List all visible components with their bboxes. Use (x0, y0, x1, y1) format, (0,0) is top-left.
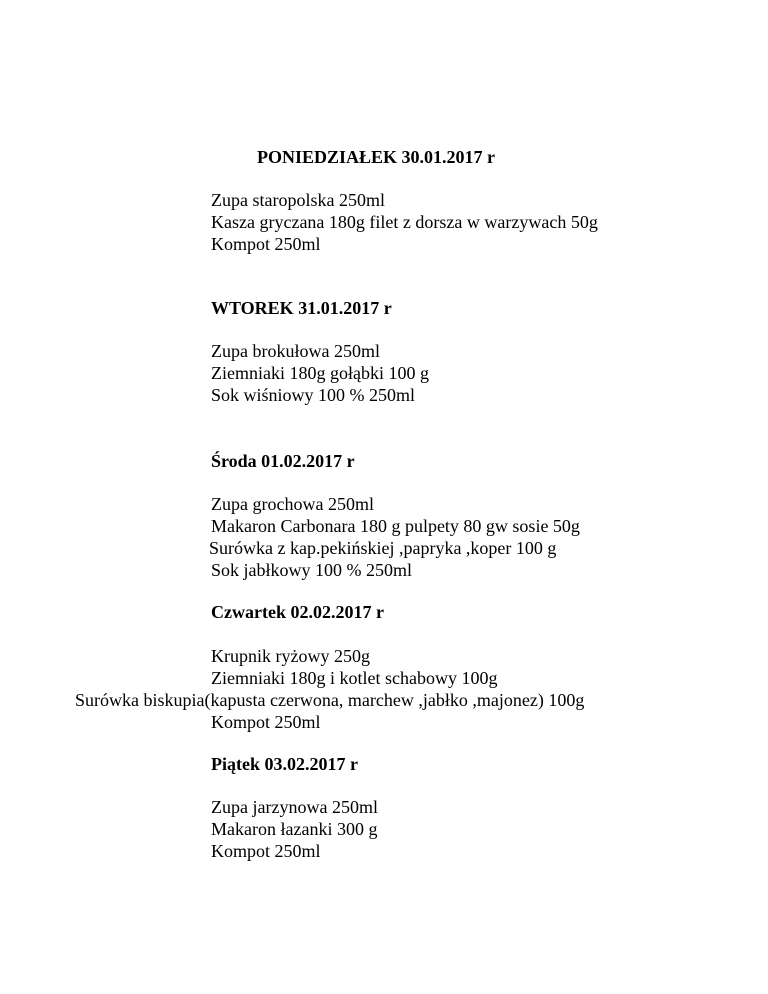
menu-item: Sok wiśniowy 100 % 250ml (211, 385, 416, 405)
menu-item: Kasza gryczana 180g filet z dorsza w warzywach 50g (211, 212, 598, 232)
menu-item: Zupa brokułowa 250ml (211, 341, 380, 361)
day-heading-monday: PONIEDZIAŁEK 30.01.2017 r (257, 147, 496, 167)
menu-item: Kompot 250ml (211, 712, 321, 732)
menu-item: Ziemniaki 180g i kotlet schabowy 100g (211, 668, 498, 688)
menu-item: Surówka z kap.pekińskiej ,papryka ,koper 100 g (209, 538, 557, 558)
menu-item: Surówka biskupia(kapusta czerwona, marchew ,jabłko ,majonez) 100g (75, 690, 585, 710)
menu-item: Zupa staropolska 250ml (211, 190, 385, 210)
menu-item: Ziemniaki 180g gołąbki 100 g (211, 363, 429, 383)
menu-item: Makaron łazanki 300 g (211, 819, 378, 839)
day-heading-thursday: Czwartek 02.02.2017 r (211, 602, 384, 622)
menu-item: Zupa grochowa 250ml (211, 494, 374, 514)
day-heading-tuesday: WTOREK 31.01.2017 r (211, 298, 392, 318)
menu-item: Krupnik ryżowy 250g (211, 646, 370, 666)
day-heading-friday: Piątek 03.02.2017 r (211, 754, 358, 774)
menu-item: Kompot 250ml (211, 841, 321, 861)
day-heading-wednesday: Środa 01.02.2017 r (211, 451, 355, 471)
menu-item: Sok jabłkowy 100 % 250ml (211, 560, 412, 580)
menu-item: Zupa jarzynowa 250ml (211, 797, 378, 817)
menu-item: Makaron Carbonara 180 g pulpety 80 gw sosie 50g (211, 516, 580, 536)
menu-item: Kompot 250ml (211, 234, 321, 254)
